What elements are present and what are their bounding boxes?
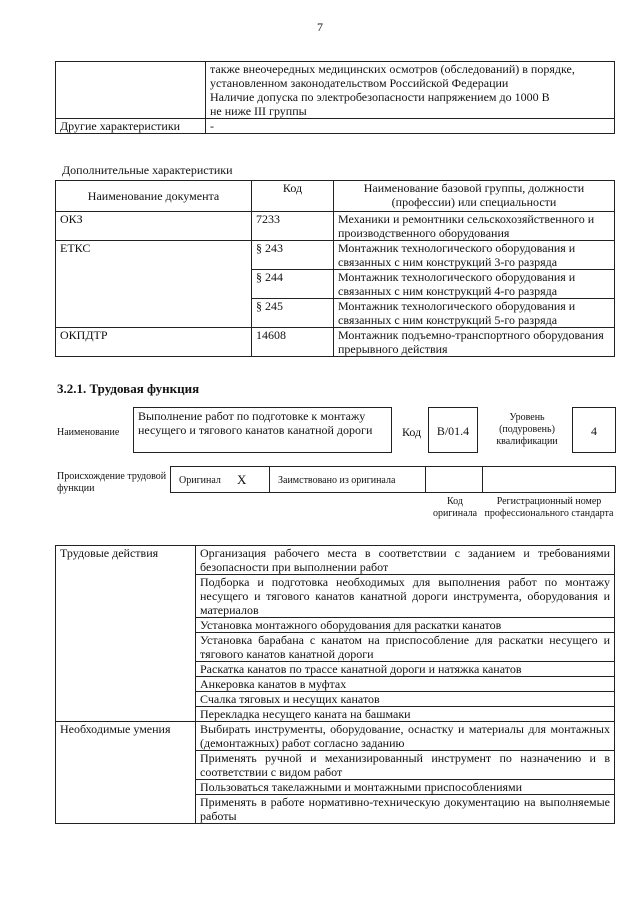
requirement-line: установленном законодательством Российской Федерации xyxy=(210,76,509,90)
skill-item: Применять в работе нормативно-техническую документацию на выполняемые работы xyxy=(196,795,615,824)
function-code-box: B/01.4 xyxy=(428,407,478,453)
code-original-label: Код оригинала xyxy=(432,496,478,519)
action-item: Анкеровка канатов в муфтах xyxy=(196,677,615,692)
requirements-cell xyxy=(206,62,615,119)
header-code: Код xyxy=(252,181,334,212)
function-title: 3.2.1. Трудовая функция xyxy=(57,381,200,396)
code-cell: § 245 xyxy=(252,299,334,328)
function-details-table xyxy=(55,545,615,824)
original-cell xyxy=(170,466,270,493)
code-cell: 14608 xyxy=(252,328,334,357)
empty-label-cell xyxy=(56,62,206,119)
requirement-line: не ниже III группы xyxy=(210,104,307,118)
header-document: Наименование документа xyxy=(56,181,252,212)
skill-item: Пользоваться такелажными и монтажными приспособлениями xyxy=(196,780,615,795)
origin-label: Происхождение трудовой функции xyxy=(57,471,167,494)
doc-cell: ОКЗ xyxy=(56,212,252,241)
code-label: Код xyxy=(402,425,422,439)
borrowed-cell xyxy=(269,466,426,493)
code-cell: 7233 xyxy=(252,212,334,241)
name-cell: Монтажник подъемно-транспортного оборудования прерывного действия xyxy=(334,328,615,357)
requirement-line: также внеочередных медицинских осмотров (обследований) в порядке, xyxy=(210,62,575,76)
action-item: Перекладка несущего каната на башмаки xyxy=(196,707,615,722)
additional-characteristics-title: Дополнительные характеристики xyxy=(62,163,233,177)
borrowed-label: Заимствовано из оригинала xyxy=(278,475,396,486)
header-name: Наименование базовой группы, должности (профессии) или специальности xyxy=(334,181,615,212)
table-row xyxy=(56,328,615,357)
action-item: Установка барабана с канатом на приспособление для раскатки несущего и тягового канатов канатной дороги xyxy=(196,633,615,662)
actions-label: Трудовые действия xyxy=(56,546,196,722)
action-item: Счалка тяговых и несущих канатов xyxy=(196,692,615,707)
action-item: Установка монтажного оборудования для раскатки канатов xyxy=(196,618,615,633)
table-row xyxy=(56,241,615,270)
requirement-line: Наличие допуска по электробезопасности напряжением до 1000 В xyxy=(210,90,550,104)
original-label: Оригинал xyxy=(179,475,221,486)
doc-cell: ЕТКС xyxy=(56,241,252,328)
code-original-cell xyxy=(425,466,483,493)
action-item: Раскатка канатов по трассе канатной дороги и натяжка канатов xyxy=(196,662,615,677)
name-cell: Механики и ремонтники сельскохозяйственного и производственного оборудования xyxy=(334,212,615,241)
other-characteristics-value: - xyxy=(206,119,615,134)
reg-number-cell xyxy=(482,466,616,493)
skill-item: Выбирать инструменты, оборудование, оснастку и материалы для монтажных (демонтажных) работ согласно заданию xyxy=(196,722,615,751)
original-mark: X xyxy=(237,472,247,487)
page-number: 7 xyxy=(317,20,323,34)
name-cell: Монтажник технологического оборудования и связанных с ним конструкций 4-го разряда xyxy=(334,270,615,299)
name-cell: Монтажник технологического оборудования и связанных с ним конструкций 5-го разряда xyxy=(334,299,615,328)
level-box: 4 xyxy=(572,407,616,453)
function-name-box: Выполнение работ по подготовке к монтажу несущего и тягового канатов канатной дороги xyxy=(133,407,392,453)
other-characteristics-label: Другие характеристики xyxy=(56,119,206,134)
additional-characteristics-table xyxy=(55,180,615,357)
code-cell: § 244 xyxy=(252,270,334,299)
skill-item: Применять ручной и механизированный инструмент по назначению и в соответствии с видом работ xyxy=(196,751,615,780)
qualification-requirements-table xyxy=(55,61,615,134)
skills-label: Необходимые умения xyxy=(56,722,196,824)
table-row xyxy=(56,212,615,241)
name-label: Наименование xyxy=(57,427,120,438)
name-cell: Монтажник технологического оборудования и связанных с ним конструкций 3-го разряда xyxy=(334,241,615,270)
level-label: Уровень (подуровень) квалификации xyxy=(496,412,558,447)
action-item: Подборка и подготовка необходимых для выполнения работ по монтажу несущего и тягового канатов канатной дороги инструмента, оборудования и материалов xyxy=(196,575,615,618)
code-cell: § 243 xyxy=(252,241,334,270)
reg-number-label: Регистрационный номер профессионального стандарта xyxy=(484,496,614,519)
doc-cell: ОКПДТР xyxy=(56,328,252,357)
action-item: Организация рабочего места в соответствии с заданием и требованиями безопасности при выполнении работ xyxy=(196,546,615,575)
